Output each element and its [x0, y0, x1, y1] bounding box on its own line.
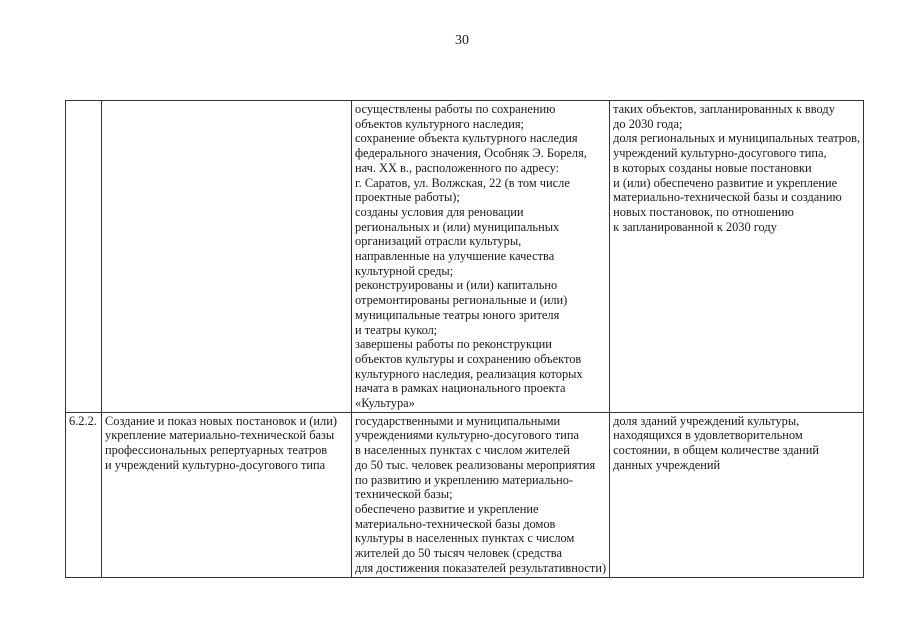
- text-line: доля зданий учреждений культуры,: [613, 413, 800, 428]
- text-line: новых постановок, по отношению: [613, 204, 794, 219]
- text-line: нач. XX в., расположенного по адресу:: [355, 160, 560, 175]
- text-line: региональных и (или) муниципальных: [355, 219, 560, 234]
- text-line: материально-технической базы и созданию: [613, 190, 842, 205]
- text-line: профессиональных репертуарных театров: [105, 443, 328, 458]
- text-line: объектов культурного наследия;: [355, 116, 524, 131]
- text-line: находящихся в удовлетворительном: [613, 428, 803, 443]
- text-line: проектные работы);: [355, 190, 460, 205]
- text-line: федерального значения, Особняк Э. Бореля,: [355, 146, 587, 161]
- text-line: обеспечено развитие и укрепление: [355, 501, 539, 516]
- text-line: завершены работы по реконструкции: [355, 337, 552, 352]
- text-line: направленные на улучшение качества: [355, 249, 555, 264]
- measure-title-cell: [102, 101, 352, 413]
- row-number-cell: 6.2.2.: [66, 412, 102, 577]
- text-line: учреждений культурно-досугового типа,: [613, 146, 827, 161]
- text-line: в населенных пунктах с числом жителей: [355, 443, 570, 458]
- text-line: сохранение объекта культурного наследия: [355, 131, 578, 146]
- table-row: [66, 412, 864, 577]
- text-line: начата в рамках национального проекта: [355, 381, 566, 396]
- text-line: доля региональных и муниципальных театров,: [613, 131, 861, 146]
- indicators-cell: [610, 101, 864, 413]
- text-line: до 50 тыс. человек реализованы мероприятия: [355, 457, 596, 472]
- table-row: [66, 101, 864, 413]
- text-line: культурного наследия, реализация которых: [355, 366, 583, 381]
- text-line: материально-технической базы домов: [355, 516, 556, 531]
- text-line: культуры в населенных пунктах с числом: [355, 531, 575, 546]
- text-line: укрепление материально-технической базы: [105, 428, 335, 443]
- results-cell: [352, 101, 610, 413]
- text-line: культурной среды;: [355, 263, 454, 278]
- text-line: г. Саратов, ул. Волжская, 22 (в том числе: [355, 175, 570, 190]
- text-line: таких объектов, запланированных к вводу: [613, 102, 835, 116]
- text-line: данных учреждений: [613, 457, 721, 472]
- measure-title-cell: [102, 412, 352, 577]
- text-line: государственными и муниципальными: [355, 413, 561, 428]
- text-line: учреждениями культурно-досугового типа: [355, 428, 579, 443]
- text-line: и театры кукол;: [355, 322, 438, 337]
- text-line: реконструированы и (или) капитально: [355, 278, 558, 293]
- text-line: и (или) обеспечено развитие и укрепление: [613, 175, 838, 190]
- page-number: 30: [455, 33, 469, 48]
- text-line: муниципальные театры юного зрителя: [355, 307, 560, 322]
- row-number-cell: [66, 101, 102, 413]
- text-line: жителей до 50 тысяч человек (средства: [355, 546, 562, 561]
- text-line: «Культура»: [355, 396, 415, 411]
- results-cell: [352, 412, 610, 577]
- text-line: и учреждений культурно-досугового типа: [105, 457, 326, 472]
- measures-table: [65, 100, 864, 578]
- text-line: осуществлены работы по сохранению: [355, 102, 556, 116]
- text-line: организаций отрасли культуры,: [355, 234, 522, 249]
- text-line: по развитию и укреплению материально-: [355, 472, 574, 487]
- text-line: созданы условия для реновации: [355, 204, 524, 219]
- indicators-cell: [610, 412, 864, 577]
- text-line: состоянии, в общем количестве зданий: [613, 443, 819, 458]
- text-line: объектов культуры и сохранению объектов: [355, 351, 582, 366]
- text-line: до 2030 года;: [613, 116, 683, 131]
- text-line: технической базы;: [355, 487, 453, 502]
- text-line: в которых созданы новые постановки: [613, 160, 812, 175]
- text-line: для достижения показателей результативности): [355, 560, 607, 575]
- text-line: к запланированной к 2030 году: [613, 219, 777, 234]
- text-line: Создание и показ новых постановок и (или): [105, 413, 337, 428]
- text-line: отремонтированы региональные и (или): [355, 293, 568, 308]
